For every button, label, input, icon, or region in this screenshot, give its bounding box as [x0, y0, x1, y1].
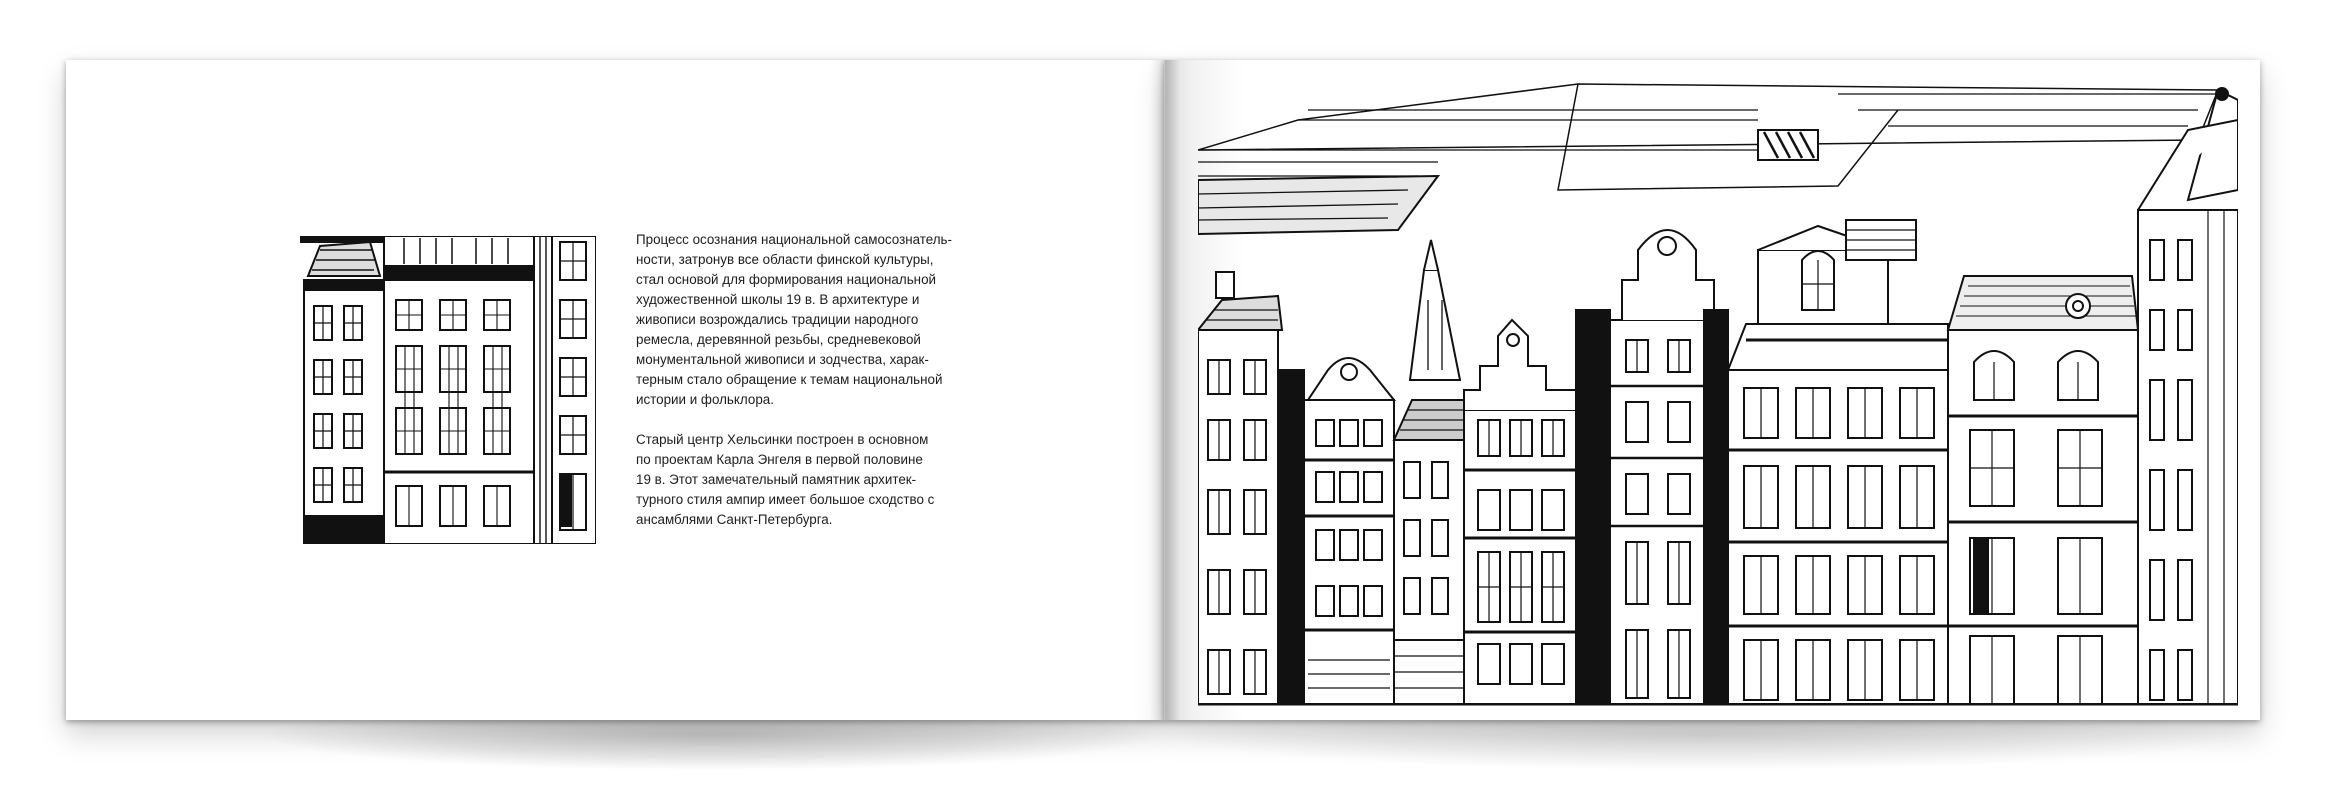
paragraph-1: Процесс осознания национальной самосознатель- ности, затронув все области финской культуры, стал основой для формирования национальной художественной школы 19 в. В архитектуре и живописи возрождались традиции народного ремесла, деревянной резьбы, средневековой монументальной живописи и зодчества, харак- терным стало обращение к темам национальной истории и фольклора. [636, 232, 952, 407]
body-text [636, 230, 1036, 550]
old-town-street-illustration [1198, 70, 2238, 710]
paragraph-2: Старый центр Хельсинки построен в основном по проектам Карла Энгеля в первой половине 19 в. Этот замечательный памятник архитек- турного стиля ампир имеет большое сходство с ансамблями Санкт-Петербурга. [636, 432, 935, 527]
left-page [66, 60, 1164, 720]
right-page [1164, 60, 2260, 720]
building-facades-illustration [300, 236, 596, 544]
